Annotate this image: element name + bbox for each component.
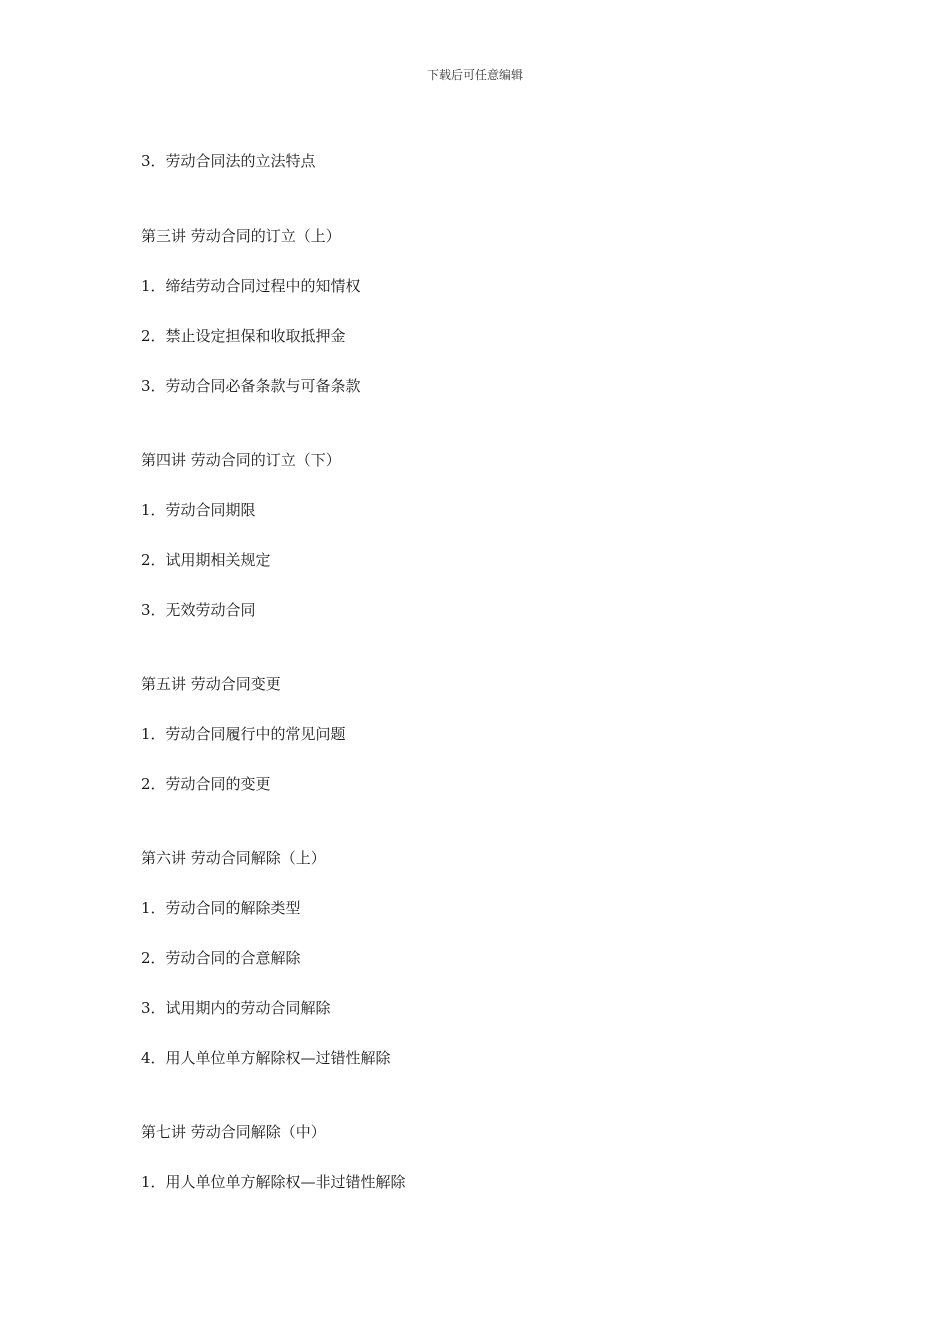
- list-item: 1．劳动合同履行中的常见问题: [141, 725, 346, 743]
- list-item: 1．劳动合同的解除类型: [141, 899, 301, 917]
- list-item: 2．劳动合同的合意解除: [141, 949, 301, 967]
- list-item: 2．试用期相关规定: [141, 551, 271, 569]
- section-heading: 第四讲 劳动合同的订立（下）: [141, 451, 341, 469]
- list-item: 3．无效劳动合同: [141, 601, 256, 619]
- list-item: 3．试用期内的劳动合同解除: [141, 999, 331, 1017]
- list-item: 2．禁止设定担保和收取抵押金: [141, 327, 346, 345]
- list-item: 3．劳动合同必备条款与可备条款: [141, 377, 361, 395]
- list-item: 1．劳动合同期限: [141, 501, 256, 519]
- section-heading: 第六讲 劳动合同解除（上）: [141, 849, 326, 867]
- list-item: 1．缔结劳动合同过程中的知情权: [141, 277, 361, 295]
- list-item: 2．劳动合同的变更: [141, 775, 271, 793]
- list-item: 1．用人单位单方解除权—非过错性解除: [141, 1173, 406, 1191]
- list-item: 4．用人单位单方解除权—过错性解除: [141, 1049, 391, 1067]
- section-heading: 第七讲 劳动合同解除（中）: [141, 1123, 326, 1141]
- page-header: 下载后可任意编辑: [426, 68, 523, 82]
- section-heading: 第五讲 劳动合同变更: [141, 675, 281, 693]
- list-item: 3．劳动合同法的立法特点: [141, 152, 316, 170]
- section-heading: 第三讲 劳动合同的订立（上）: [141, 227, 341, 245]
